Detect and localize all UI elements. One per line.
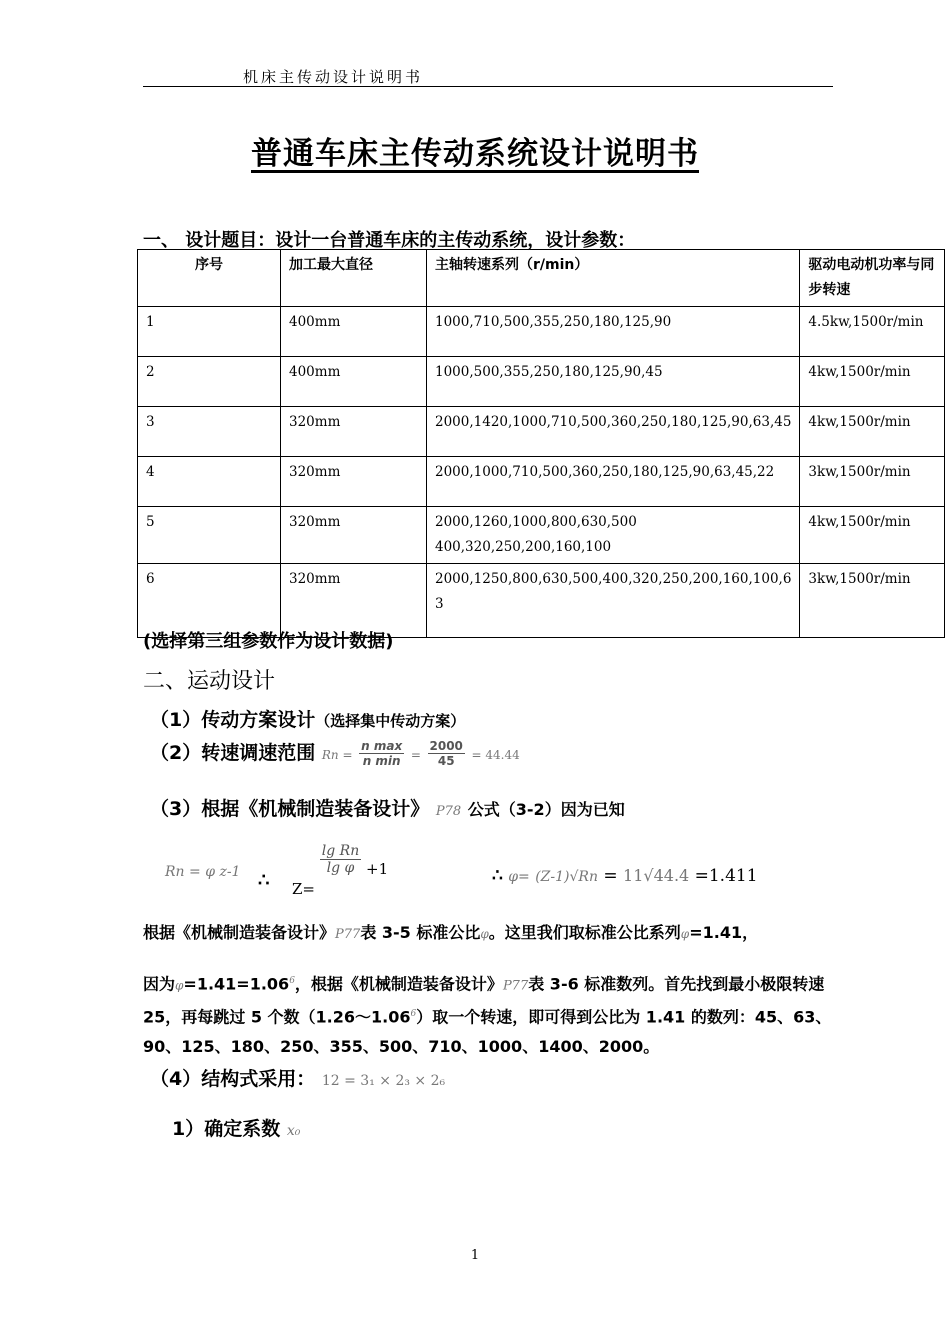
column-header: 驱动电动机功率与同步转速 bbox=[800, 250, 945, 307]
speed-series: 2000,1260,1000,800,630,500 400,320,250,200,160,100 bbox=[427, 507, 800, 564]
phi-symbol: φ bbox=[480, 927, 489, 941]
para-text: 表 3-6 标准数列。首先找到最小极限转速 25，再每跳过 5 个数（1.26～1.06 bbox=[143, 974, 825, 1027]
item-4-label: （4）结构式采用： bbox=[150, 1068, 316, 1090]
table-row bbox=[138, 357, 945, 407]
z-formula bbox=[292, 843, 389, 898]
speed-series: 2000,1420,1000,710,500,360,250,180,125,90,63,45 bbox=[427, 407, 800, 457]
frac-den: n min bbox=[362, 754, 401, 768]
phi-symbol: φ bbox=[175, 978, 184, 993]
z-label: Z= bbox=[292, 879, 315, 898]
max-diameter: 400mm bbox=[281, 357, 427, 407]
section-1-heading: 一、 设计题目：设计一台普通车床的主传动系统，设计参数： bbox=[143, 230, 636, 251]
header-rule bbox=[143, 86, 833, 87]
sub-item-1 bbox=[172, 1114, 300, 1141]
speed-series: 2000,1250,800,630,500,400,320,250,200,160,100,63 bbox=[427, 564, 800, 638]
page-number: 1 bbox=[470, 1248, 480, 1263]
page-ref: P77 bbox=[502, 978, 529, 994]
row-number: 2 bbox=[138, 357, 281, 407]
max-diameter: 320mm bbox=[281, 407, 427, 457]
rn-expr: Rn = φ z-1 bbox=[165, 864, 241, 880]
item-2 bbox=[150, 738, 520, 768]
phi-result: =1.411 bbox=[694, 866, 758, 886]
max-diameter: 320mm bbox=[281, 564, 427, 638]
speed-series: 1000,500,355,250,180,125,90,45 bbox=[427, 357, 800, 407]
frac-num: 2000 bbox=[429, 739, 463, 753]
root-expr: (Z-1)√Rn bbox=[535, 869, 598, 885]
paragraph-speed-series bbox=[143, 967, 835, 1061]
document-title: 普通车床主传动系统设计说明书 bbox=[251, 136, 699, 172]
speed-series: 1000,710,500,355,250,180,125,90 bbox=[427, 307, 800, 357]
rn-lhs: Rn = bbox=[321, 748, 353, 762]
para-text: 。这里我们取标准公比系列 bbox=[488, 923, 681, 942]
table-row bbox=[138, 407, 945, 457]
item-3-label: （3）根据《机械制造装备设计》 bbox=[150, 798, 430, 820]
para-text: ）取一个转速，即可得到公比为 1.41 的数列：45、63、90、125、180、250、355、500、710、1000、1400、2000。 bbox=[143, 1007, 832, 1056]
frac-den: lg φ bbox=[326, 860, 355, 876]
section-2-heading: 二、运动设计 bbox=[143, 669, 276, 694]
selection-note: (选择第三组参数作为设计数据) bbox=[143, 631, 394, 652]
max-diameter: 320mm bbox=[281, 457, 427, 507]
paragraph-standard-ratio bbox=[143, 918, 835, 949]
para-text: 根据《机械制造装备设计》 bbox=[143, 923, 336, 942]
frac-den: 45 bbox=[437, 754, 455, 768]
sub-item-1-label: 1）确定系数 bbox=[172, 1118, 281, 1140]
item-3 bbox=[150, 794, 625, 821]
column-header: 序号 bbox=[138, 250, 281, 307]
para-text: 因为 bbox=[143, 974, 176, 994]
para-text: ，根据《机械制造装备设计》 bbox=[294, 974, 503, 994]
table-row bbox=[138, 507, 945, 564]
frac-num: n max bbox=[361, 739, 403, 753]
structure-formula: 12 = 3₁ × 2₃ × 2₆ bbox=[321, 1073, 446, 1089]
motor-spec: 4kw,1500r/min bbox=[800, 407, 945, 457]
z-tail: +1 bbox=[366, 859, 389, 878]
therefore-2: ∴ bbox=[492, 866, 503, 886]
para-text: =1.41， bbox=[689, 923, 759, 942]
para-text: =1.41=1.06 bbox=[183, 974, 290, 994]
item-1 bbox=[150, 705, 465, 732]
phi-label: φ= bbox=[508, 869, 530, 885]
eq-sign: = bbox=[410, 748, 421, 762]
row-number: 6 bbox=[138, 564, 281, 638]
exponent: 6 bbox=[410, 1009, 417, 1020]
motor-spec: 3kw,1500r/min bbox=[800, 564, 945, 638]
column-header: 主轴转速系列（r/min） bbox=[427, 250, 800, 307]
item-1-label: （1）传动方案设计 bbox=[150, 709, 316, 731]
phi-symbol: φ bbox=[680, 927, 690, 941]
table-row bbox=[138, 307, 945, 357]
row-number: 5 bbox=[138, 507, 281, 564]
column-header: 加工最大直径 bbox=[281, 250, 427, 307]
phi-formula bbox=[492, 866, 758, 886]
table-row bbox=[138, 457, 945, 507]
speed-ratio-fraction bbox=[359, 739, 404, 768]
motor-spec: 4kw,1500r/min bbox=[800, 507, 945, 564]
running-header: 机床主传动设计说明书 bbox=[243, 68, 424, 86]
motor-spec: 3kw,1500r/min bbox=[800, 457, 945, 507]
rn-formula bbox=[165, 864, 240, 880]
coefficient-symbol: x₀ bbox=[286, 1123, 301, 1139]
para-text: 表 3-5 标准公比 bbox=[360, 923, 481, 942]
item-3-tail: 公式（3-2）因为已知 bbox=[467, 800, 625, 819]
frac-num: lg Rn bbox=[321, 843, 360, 859]
item-1-sub: （选择集中传动方案） bbox=[315, 712, 466, 730]
row-number: 4 bbox=[138, 457, 281, 507]
z-fraction bbox=[320, 843, 361, 876]
max-diameter: 400mm bbox=[281, 307, 427, 357]
exponent: 6 bbox=[289, 976, 295, 986]
item-4 bbox=[150, 1064, 445, 1091]
value-fraction bbox=[428, 739, 465, 768]
page-ref: P78 bbox=[435, 804, 462, 819]
design-parameter-table bbox=[137, 249, 945, 638]
range-result: = 44.44 bbox=[471, 748, 520, 762]
motor-spec: 4.5kw,1500r/min bbox=[800, 307, 945, 357]
root-value: 11√44.4 bbox=[623, 866, 690, 885]
max-diameter: 320mm bbox=[281, 507, 427, 564]
table-header-row bbox=[138, 250, 945, 307]
speed-series: 2000,1000,710,500,360,250,180,125,90,63,45,22 bbox=[427, 457, 800, 507]
page-ref: P77 bbox=[335, 927, 361, 942]
row-number: 1 bbox=[138, 307, 281, 357]
motor-spec: 4kw,1500r/min bbox=[800, 357, 945, 407]
eq-sign: = bbox=[603, 866, 618, 886]
therefore-1: ∴ bbox=[258, 870, 270, 891]
item-2-label: （2）转速调速范围 bbox=[150, 742, 316, 764]
row-number: 3 bbox=[138, 407, 281, 457]
